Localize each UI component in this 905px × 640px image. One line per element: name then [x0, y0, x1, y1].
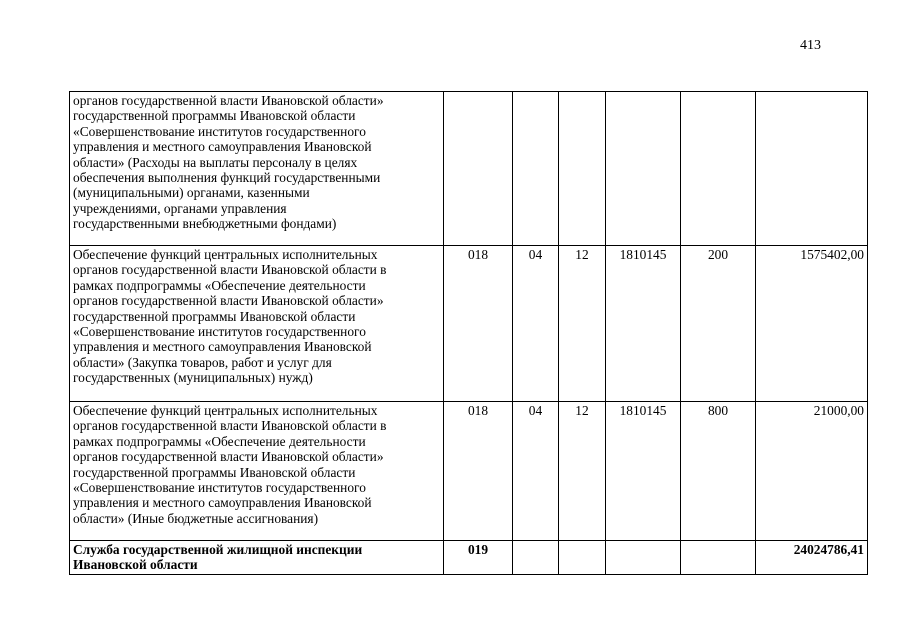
row-name-line: области» (Расходы на выплаты персоналу в целях [73, 154, 358, 170]
row-name-cell [70, 402, 444, 541]
row-name-cell [70, 92, 444, 246]
ministry-code-cell: 019 [444, 541, 513, 575]
target-article-cell [606, 92, 681, 246]
amount-cell: 1575402,00 [756, 246, 868, 402]
expense-type-cell: 200 [681, 246, 756, 402]
section-code-cell: 04 [513, 246, 559, 402]
section-code-cell [513, 541, 559, 575]
row-name-line: обеспечения выполнения функций государственными [73, 170, 381, 186]
target-article-cell [606, 541, 681, 575]
expense-type-cell [681, 92, 756, 246]
row-name-line: рамках подпрограммы «Обеспечение деятельности [73, 433, 366, 449]
subsection-code-cell [559, 92, 606, 246]
row-name-line: государственной программы Ивановской области [73, 464, 356, 480]
row-name-line: органов государственной власти Ивановской области» [73, 449, 384, 465]
amount-cell [756, 92, 868, 246]
target-article-cell: 1810145 [606, 402, 681, 541]
row-name-line: органов государственной власти Ивановской области в [73, 262, 387, 278]
expense-type-cell [681, 541, 756, 575]
row-name-line: государственными внебюджетными фондами) [73, 216, 337, 232]
row-name-line: управления и местного самоуправления Ивановской [73, 139, 372, 155]
page-number: 413 [800, 38, 821, 53]
table-row [70, 541, 868, 575]
row-name-line: государственной программы Ивановской области [73, 108, 356, 124]
row-name-line: (муниципальными) органами, казенными [73, 185, 310, 201]
row-name-line: Обеспечение функций центральных исполнительных [73, 403, 378, 418]
row-name-line: Ивановской области [73, 557, 198, 573]
row-name-line: органов государственной власти Ивановской области в [73, 418, 387, 434]
row-name-line: государственной программы Ивановской области [73, 308, 356, 324]
row-name-line: области» (Иные бюджетные ассигнования) [73, 510, 319, 526]
row-name-line: рамках подпрограммы «Обеспечение деятельности [73, 277, 366, 293]
subsection-code-cell: 12 [559, 246, 606, 402]
section-code-cell [513, 92, 559, 246]
table-row [70, 92, 868, 246]
budget-table [69, 91, 868, 575]
amount-cell: 21000,00 [756, 402, 868, 541]
row-name-line: управления и местного самоуправления Ивановской [73, 339, 372, 355]
table-row [70, 246, 868, 402]
row-name-line: Обеспечение функций центральных исполнительных [73, 247, 378, 262]
amount-cell: 24024786,41 [756, 541, 868, 575]
row-name-line: органов государственной власти Ивановской области» [73, 93, 384, 108]
ministry-code-cell: 018 [444, 246, 513, 402]
expense-type-cell: 800 [681, 402, 756, 541]
row-name-line: государственных (муниципальных) нужд) [73, 370, 313, 386]
row-name-line: Служба государственной жилищной инспекции [73, 542, 363, 557]
row-name-line: учреждениями, органами управления [73, 200, 287, 216]
section-code-cell: 04 [513, 402, 559, 541]
subsection-code-cell [559, 541, 606, 575]
row-name-line: управления и местного самоуправления Ивановской [73, 495, 372, 511]
row-name-line: «Совершенствование институтов государственного [73, 480, 366, 496]
ministry-code-cell [444, 92, 513, 246]
row-name-cell [70, 246, 444, 402]
subsection-code-cell: 12 [559, 402, 606, 541]
row-name-cell [70, 541, 444, 575]
table-row [70, 402, 868, 541]
row-name-line: «Совершенствование институтов государственного [73, 324, 366, 340]
row-name-line: органов государственной власти Ивановской области» [73, 293, 384, 309]
row-name-line: области» (Закупка товаров, работ и услуг для [73, 354, 332, 370]
target-article-cell: 1810145 [606, 246, 681, 402]
row-name-line: «Совершенствование институтов государственного [73, 123, 366, 139]
ministry-code-cell: 018 [444, 402, 513, 541]
